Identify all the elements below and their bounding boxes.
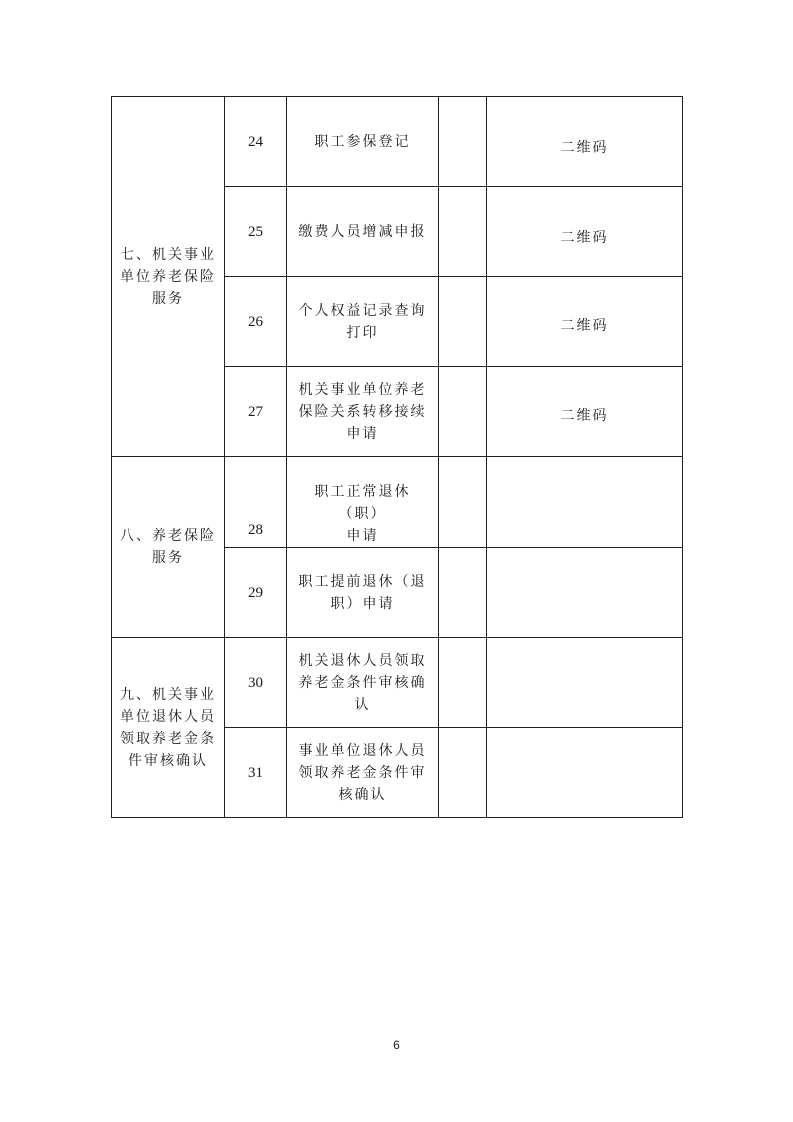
item-line: 职工参保登记 [314,133,411,150]
page-number: 6 [393,1038,400,1052]
table-row [112,97,683,187]
item-line: 养老金条件审核确 [298,674,427,691]
item-line: 事业单位退休人员 [298,742,427,759]
row-number: 31 [225,728,287,818]
item-line: 个人权益记录查询 [298,302,427,319]
category-cell-9 [112,638,225,818]
mark-cell [439,187,487,277]
qr-cell: 二维码 [487,277,683,367]
item-line: 认 [354,696,371,713]
item-line: 领取养老金条件审 [298,764,427,781]
item-line: 机关退休人员领取 [298,652,427,669]
category-line: 件审核确认 [128,752,208,769]
item-line: 职）申请 [330,595,395,612]
item-name [287,638,439,728]
qr-cell [487,548,683,638]
table-row [112,638,683,728]
mark-cell [439,728,487,818]
mark-cell [439,367,487,457]
table-row [112,457,683,548]
category-label [120,244,216,310]
mark-cell [439,277,487,367]
category-line: 服务 [152,290,184,307]
qr-cell: 二维码 [487,187,683,277]
item-line: 缴费人员增减申报 [298,223,427,240]
item-name [287,367,439,457]
category-line: 服务 [152,550,184,566]
row-number: 30 [225,638,287,728]
category-line: 七、机关事业 [120,246,216,263]
category-cell-8 [112,457,225,638]
item-line: 申请 [346,528,379,544]
item-line: 机关事业单位养老 [298,381,427,398]
item-line: 职工提前退休（退 [298,573,427,590]
row-number: 27 [225,367,287,457]
item-name [287,277,439,367]
item-line: 打印 [346,324,379,341]
row-number: 28 [225,457,287,548]
mark-cell [439,638,487,728]
qr-cell: 二维码 [487,367,683,457]
category-cell-7 [112,97,225,457]
item-line: 申请 [346,425,379,442]
item-line: 职工正常退休（职） [314,484,411,522]
item-name [287,457,439,548]
row-number: 24 [225,97,287,187]
service-table [111,96,683,818]
row-number: 26 [225,277,287,367]
qr-cell [487,728,683,818]
item-name [287,728,439,818]
mark-cell [439,97,487,187]
item-name [287,187,439,277]
item-line: 核确认 [338,786,387,803]
item-name [287,97,439,187]
category-label [120,525,216,569]
qr-cell: 二维码 [487,97,683,187]
category-line: 九、机关事业 [120,686,216,703]
category-line: 领取养老金条 [120,730,216,747]
category-line: 单位退休人员 [120,708,216,725]
mark-cell [439,457,487,548]
row-number: 25 [225,187,287,277]
category-line: 单位养老保险 [120,268,216,285]
mark-cell [439,548,487,638]
row-number: 29 [225,548,287,638]
item-line: 保险关系转移接续 [298,403,427,420]
category-label [120,684,216,772]
category-line: 八、养老保险 [120,528,216,544]
item-name [287,548,439,638]
qr-cell [487,457,683,548]
qr-cell [487,638,683,728]
